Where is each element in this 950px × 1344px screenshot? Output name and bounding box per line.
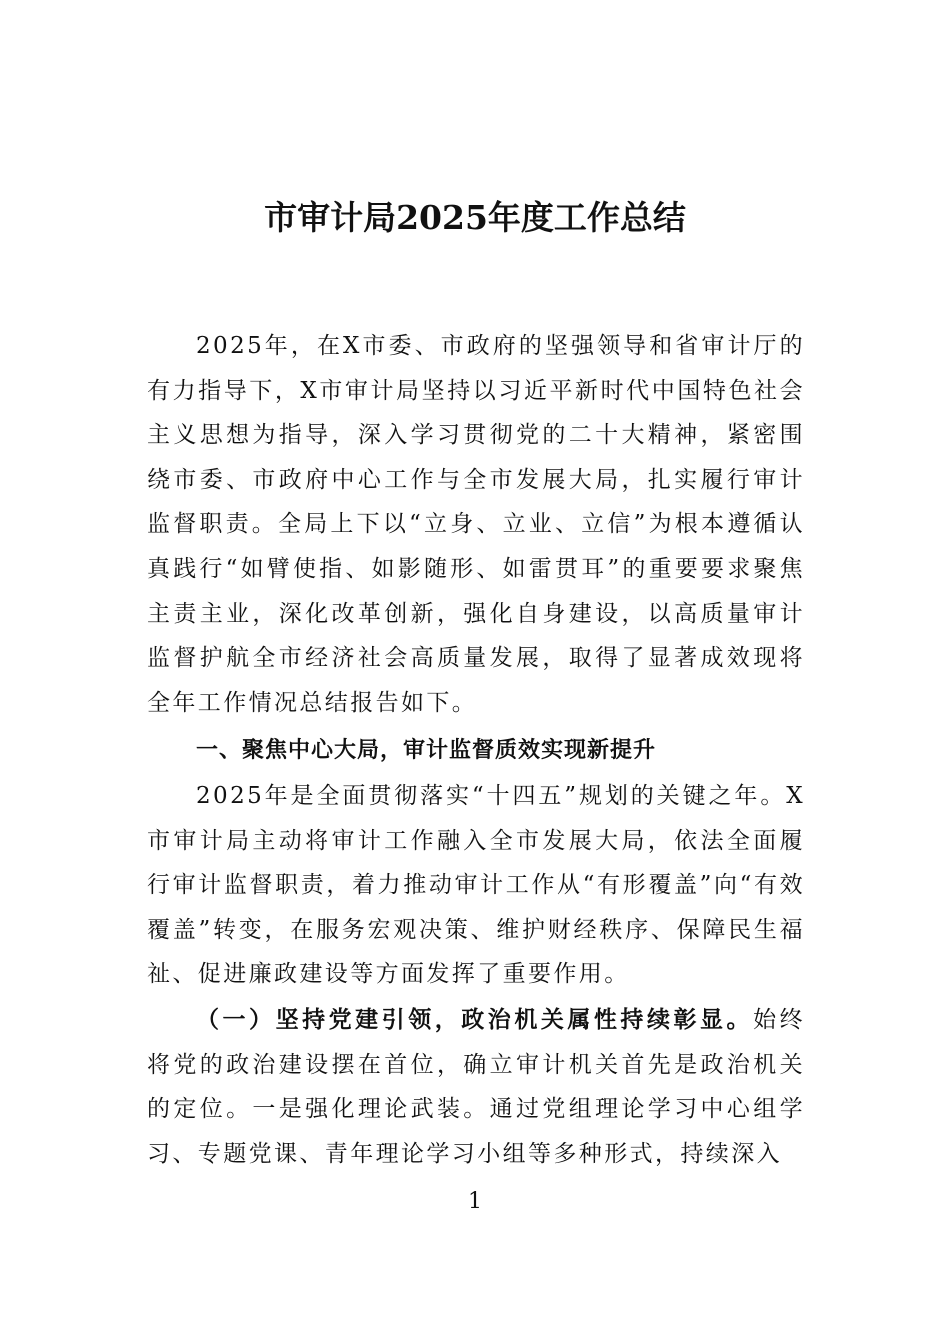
intro-paragraph: 2025年，在X市委、市政府的坚强领导和省审计厅的有力指导下，X市审计局坚持以习近平新时代中国特色社会主义思想为指导，深入学习贯彻党的二十大精神，紧密围绕市委、市政府中心工作与全市发展大局，扎实履行审计监督职责。全局上下以“立身、立业、立信”为根本遵循认真践行“如臂使指、如影随形、如雷贯耳”的重要要求聚焦主责主业，深化改革创新，强化自身建设，以高质量审计监督护航全市经济社会高质量发展，取得了显著成效现将全年工作情况总结报告如下。 [147, 333, 805, 716]
subsection-heading-1: （一）坚持党建引领，政治机关属性持续彰显。 [196, 1006, 754, 1033]
document-title: 市审计局2025年度工作总结 [264, 198, 686, 237]
page-number: 1 [468, 1189, 482, 1214]
section-heading-1: 一、聚焦中心大局，审计监督质效实现新提升 [196, 738, 657, 763]
section-1-paragraph: 2025年是全面贯彻落实“十四五”规划的关键之年。X市审计局主动将审计工作融入全市发展大局，依法全面履行审计监督职责，着力推动审计工作从“有形覆盖”向“有效覆盖”转变，在服务宏观决策、维护财经秩序、保障民生福祉、促进廉政建设等方面发挥了重要作用。 [147, 783, 805, 988]
subsection-1-paragraph [147, 998, 805, 1176]
subsection-1-text: 始终将党的政治建设摆在首位，确立审计机关首先是政治机关的定位。一是强化理论武装。通过党组理论学习中心组学习、专题党课、青年理论学习小组等多种形式，持续深入 [147, 1007, 805, 1167]
